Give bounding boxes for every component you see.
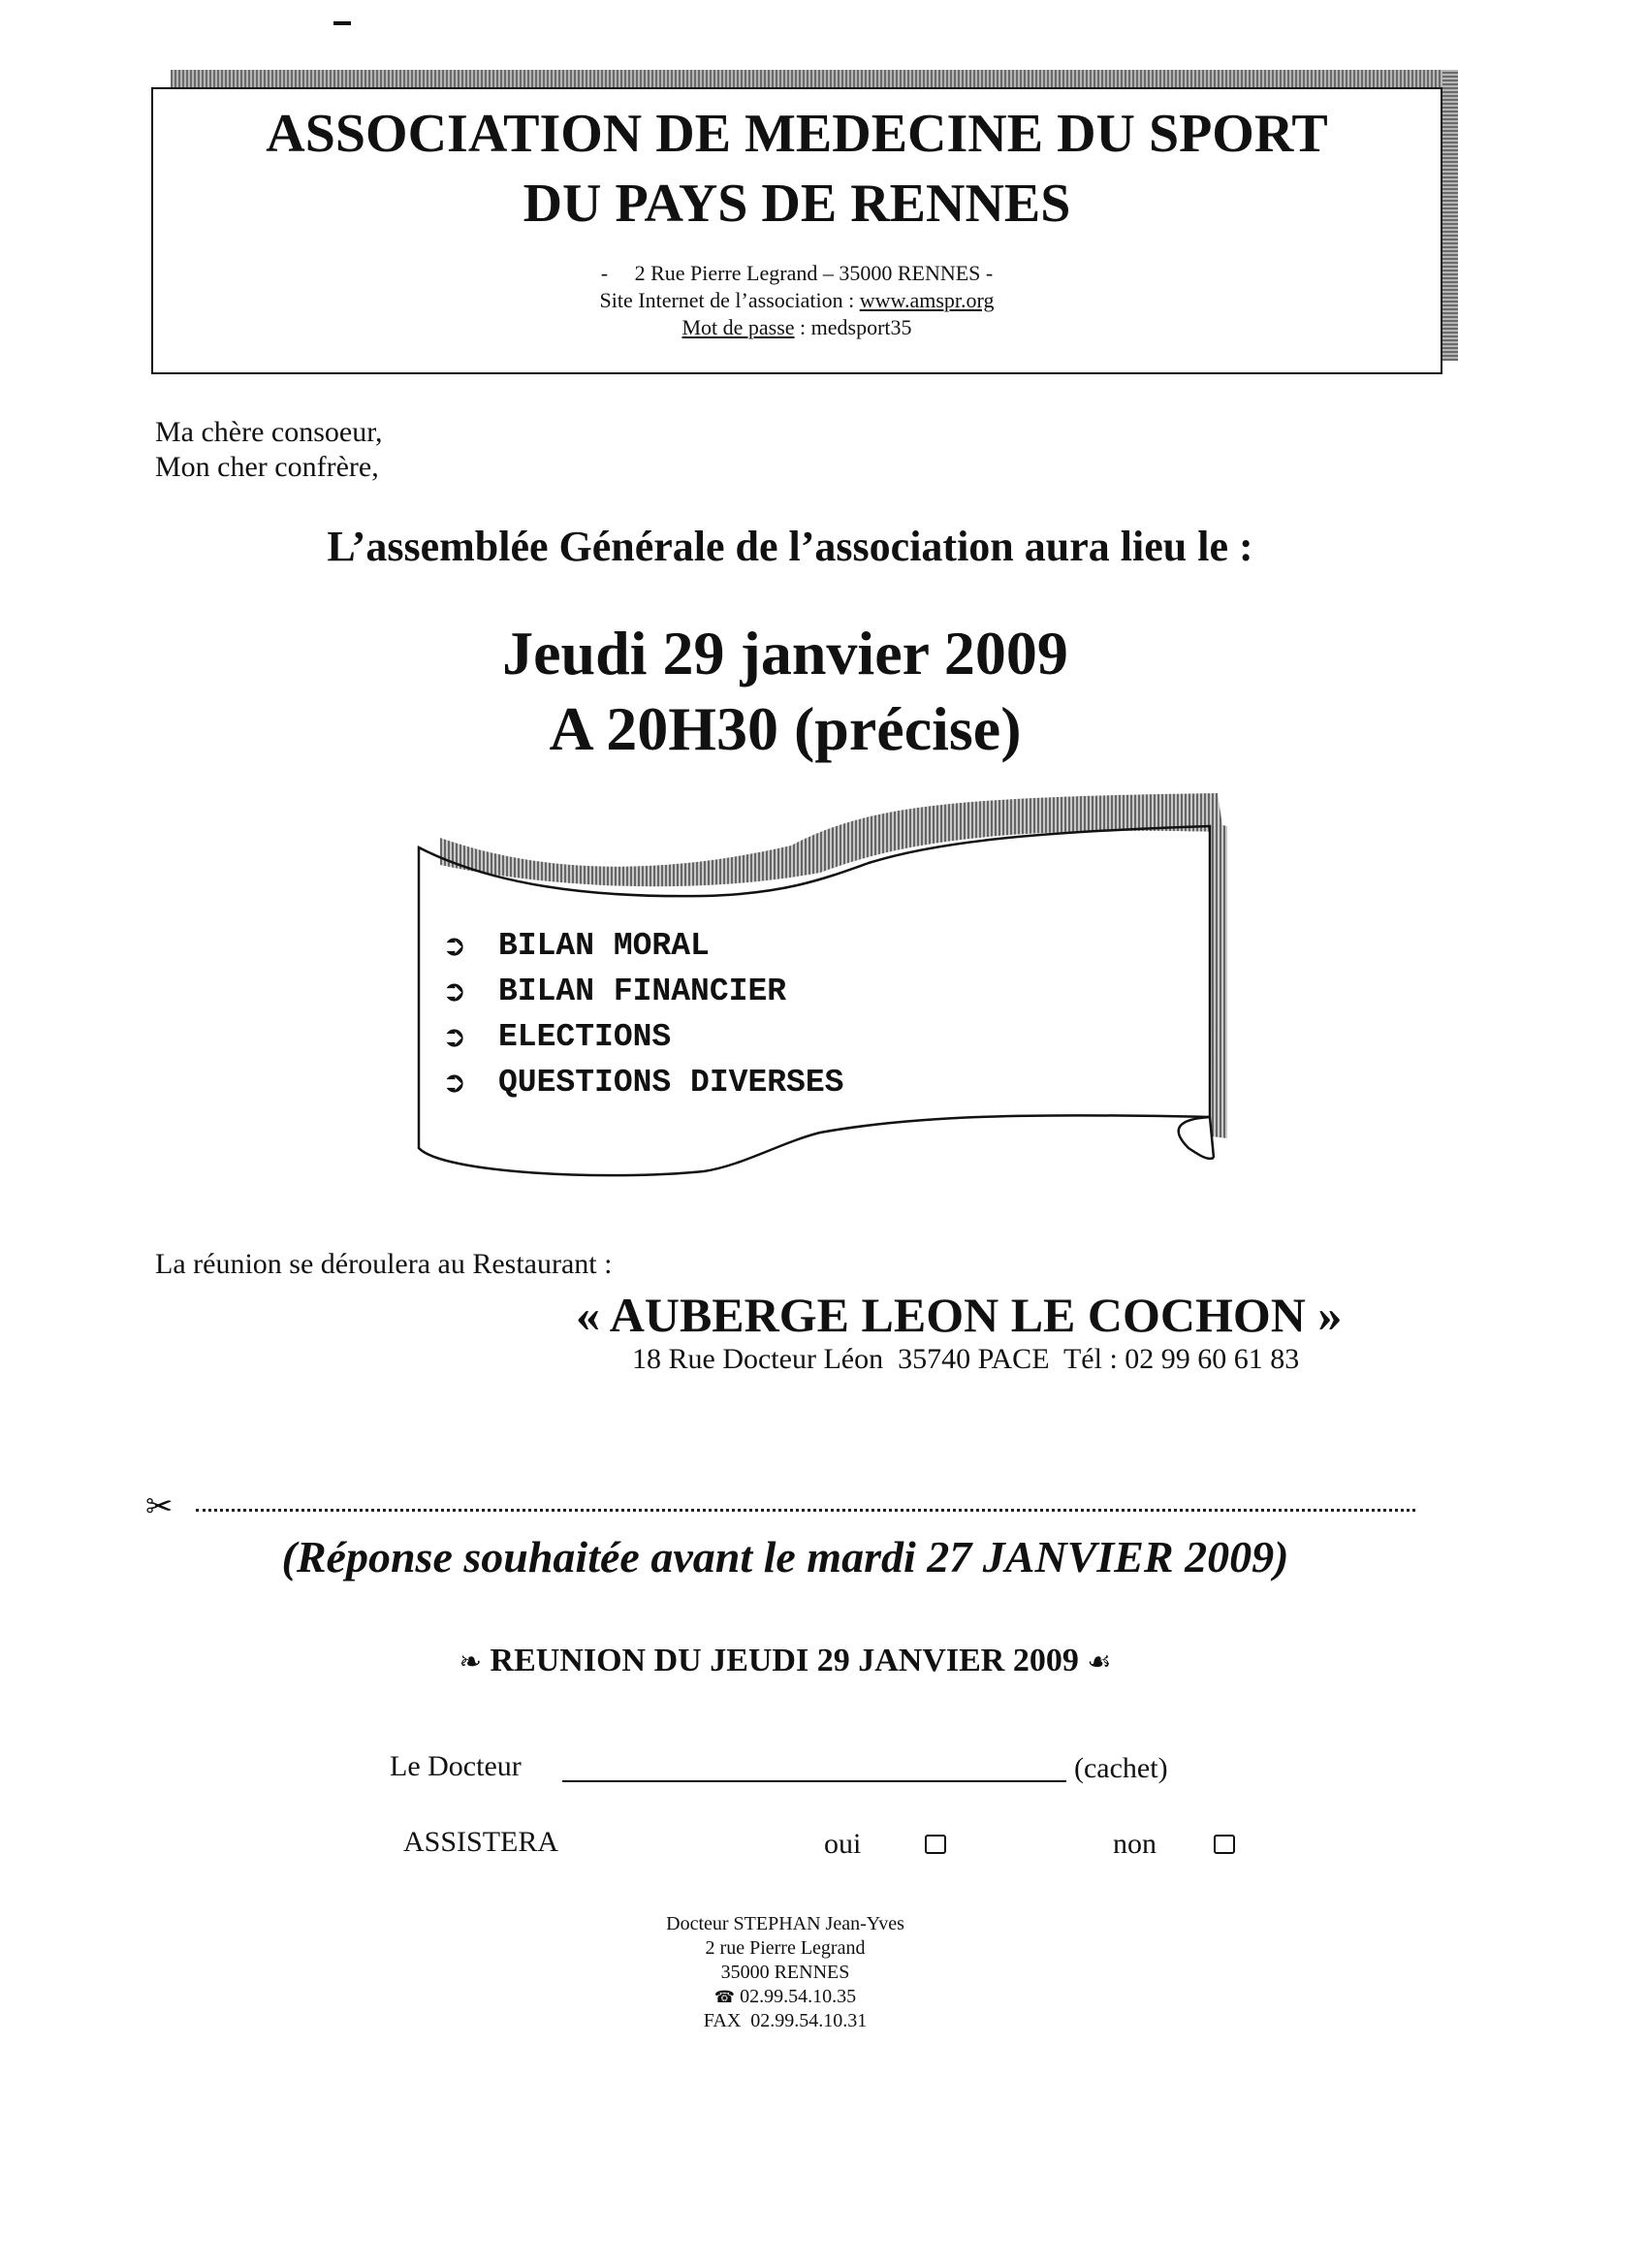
association-title-line2: DU PAYS DE RENNES: [523, 174, 1071, 234]
signature-name: Docteur STEPHAN Jean-Yves: [666, 1913, 904, 1934]
meeting-time: A 20H30 (précise): [549, 694, 1022, 763]
signature-city: 35000 RENNES: [720, 1962, 850, 1983]
association-address: - 2 Rue Pierre Legrand – 35000 RENNES -: [600, 261, 994, 285]
scissors-icon: ✂: [145, 1487, 174, 1526]
announcement: L’assemblée Générale de l’association aura lieu le :: [327, 523, 1253, 570]
arrow-icon: ➲: [442, 929, 467, 963]
no-checkbox[interactable]: [1214, 1835, 1235, 1854]
venue-intro: La réunion se déroulera au Restaurant :: [155, 1248, 613, 1280]
left-ornament-icon: ❧: [459, 1645, 483, 1677]
agenda-item-label: BILAN MORAL: [498, 928, 710, 964]
agenda-item: [442, 1060, 843, 1105]
venue-address: 18 Rue Docteur Léon 35740 PACE Tél : 02 99 60 61 83: [632, 1343, 1300, 1375]
doctor-label: Le Docteur: [390, 1750, 522, 1782]
greeting-line1: Ma chère consoeur,: [155, 416, 383, 448]
agenda-item-label: QUESTIONS DIVERSES: [498, 1065, 844, 1101]
header-shadow-right: [1442, 70, 1458, 361]
signature-fax: FAX 02.99.54.10.31: [703, 2010, 868, 2031]
agenda-item: [442, 969, 843, 1014]
signature-phone: [0, 1985, 1570, 2010]
reply-heading: [0, 1641, 1570, 1682]
website-link[interactable]: www.amspr.org: [859, 288, 995, 312]
stamp-label: (cachet): [1074, 1752, 1168, 1784]
arrow-icon: ➲: [442, 974, 467, 1008]
scan-mark: [333, 21, 351, 25]
cut-line: [145, 1487, 1415, 1526]
phone-icon: ☎: [713, 1988, 736, 2007]
association-website: [151, 287, 1442, 314]
agenda-item-label: BILAN FINANCIER: [498, 974, 787, 1009]
yes-checkbox[interactable]: [925, 1835, 946, 1854]
venue-name: « AUBERGE LEON LE COCHON »: [576, 1288, 1343, 1342]
yes-label: oui: [824, 1828, 862, 1860]
signature-street: 2 rue Pierre Legrand: [705, 1937, 866, 1959]
phone-number: 02.99.54.10.35: [735, 1986, 857, 2007]
arrow-icon: ➲: [442, 1020, 467, 1054]
password-label: Mot de passe: [681, 315, 795, 339]
meeting-date: Jeudi 29 janvier 2009: [502, 619, 1068, 687]
association-title-line1: ASSOCIATION DE MEDECINE DU SPORT: [266, 104, 1328, 164]
dotted-cut-line: [196, 1509, 1415, 1512]
agenda-item: [442, 923, 843, 969]
right-ornament-icon: ☙: [1087, 1645, 1112, 1677]
website-label: Site Internet de l’association :: [599, 288, 860, 312]
agenda-item-label: ELECTIONS: [498, 1019, 672, 1055]
no-label: non: [1113, 1828, 1157, 1860]
doctor-name-field[interactable]: [562, 1778, 1066, 1782]
agenda-list: [442, 923, 843, 1105]
association-password: [151, 314, 1442, 341]
greeting-line2: Mon cher confrère,: [155, 451, 379, 483]
password-value: : medsport35: [794, 315, 912, 339]
arrow-icon: ➲: [442, 1066, 467, 1100]
reply-heading-text: REUNION DU JEUDI 29 JANVIER 2009: [490, 1643, 1079, 1678]
attend-label: ASSISTERA: [403, 1826, 559, 1858]
agenda-item: [442, 1014, 843, 1060]
response-note: (Réponse souhaitée avant le mardi 27 JANVIER 2009): [281, 1532, 1289, 1581]
